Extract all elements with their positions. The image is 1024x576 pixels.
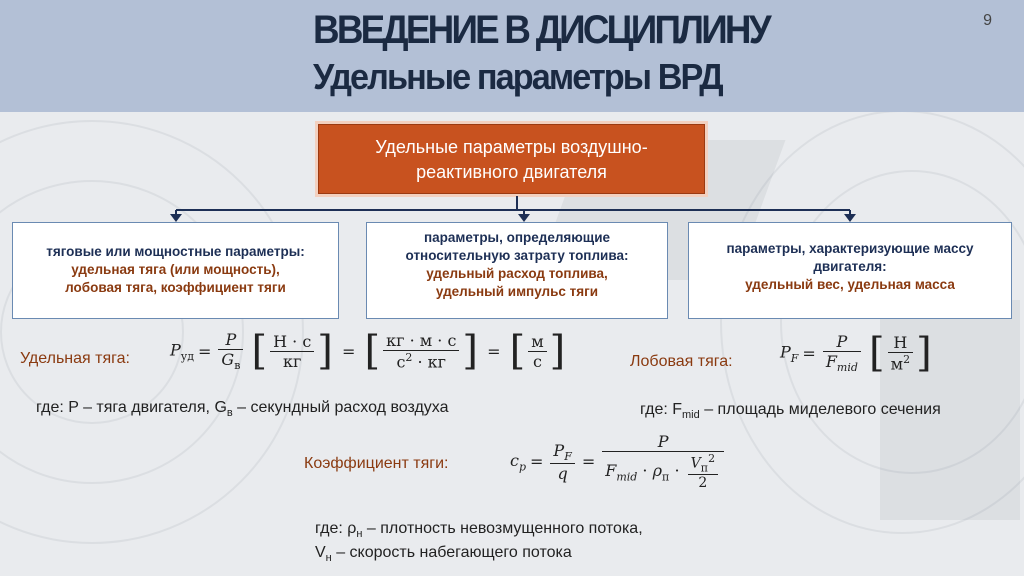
fuel-parameters-line1: удельный расход топлива, <box>426 266 608 281</box>
mass-parameters-line1: удельный вес, удельная масса <box>745 277 955 292</box>
thrust-coefficient-note-line2: $V_н$ – скорость набегающего потока <box>315 544 572 565</box>
mass-parameters-heading-line1: параметры, характеризующие массу <box>726 241 974 256</box>
mass-parameters-box <box>688 222 1012 319</box>
specific-thrust-formula: $P_{уд}$ = $\frac{P}{G_в}$ [ $\frac{Н \cdot с}{кг}$ ] = [ $\frac{кг \cdot м \cdot с}{с^2 \cdot кг}$ ] = [ $\frac{м}{с}$ ] <box>170 328 566 375</box>
thrust-coefficient-note-line1: где: $\rho_н$ – плотность невозмущенного потока, <box>315 520 643 541</box>
fuel-parameters-box <box>366 222 668 319</box>
thrust-parameters-line2: лобовая тяга, коэффициент тяги <box>65 280 286 295</box>
mass-parameters-heading-line2: двигателя: <box>813 259 887 274</box>
fuel-parameters-heading-line1: параметры, определяющие <box>423 230 611 245</box>
thrust-parameters-heading: тяговые или мощностные параметры: <box>46 244 305 259</box>
frontal-thrust-label: Лобовая тяга: <box>630 353 733 370</box>
fuel-parameters-line2: удельный импульс тяги <box>435 284 599 299</box>
slide-title: ВВЕДЕНИЕ В ДИСЦИПЛИНУ <box>313 8 769 52</box>
slide-subtitle: Удельные параметры ВРД <box>313 56 722 97</box>
frontal-thrust-formula: $P_F$ = $\frac{P}{F_{mid}}$ [ $\frac{Н}{м^2}$ ] <box>780 330 932 377</box>
fuel-parameters-heading-line2: относительную затрату топлива: <box>405 248 629 263</box>
specific-thrust-label: Удельная тяга: <box>20 350 130 367</box>
page-number: 9 <box>983 12 992 29</box>
thrust-parameters-line1: удельная тяга (или мощность), <box>71 262 280 277</box>
thrust-coefficient-formula: $c_p$ = $\frac{P_F}{q}$ = P $F_{mid} \cdot \rho_п$ · $\frac{V_п^2}{2}$ <box>510 432 727 491</box>
specific-thrust-note: где: P – тяга двигателя, $G_в$ – секундный расход воздуха <box>36 399 449 420</box>
thrust-coefficient-label: Коэффициент тяги: <box>304 455 449 472</box>
main-concept-line1: Удельные параметры воздушно- <box>375 137 648 157</box>
frontal-thrust-note: где: $F_{mid}$ – площадь миделевого сечения <box>640 401 941 422</box>
main-concept-line2: реактивного двигателя <box>416 162 607 182</box>
thrust-parameters-box <box>12 222 339 319</box>
